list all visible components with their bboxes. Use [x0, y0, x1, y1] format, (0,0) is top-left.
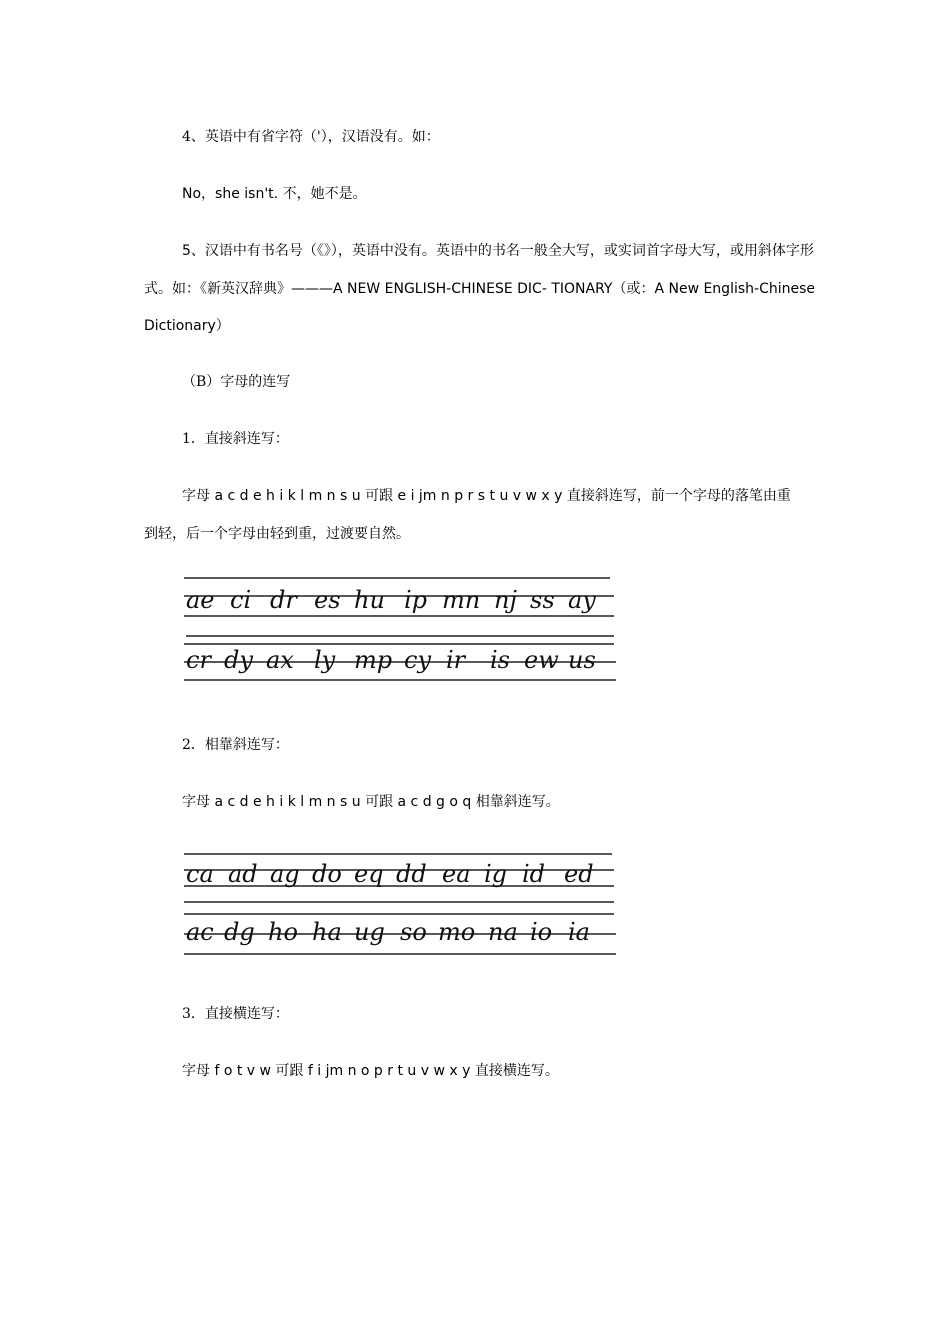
paragraph-title-mark-rule-line2: 式。如：《新英汉辞典》———A NEW ENGLISH-CHINESE DIC- TIONARY（或：A New English-Chinese: [144, 281, 816, 297]
hw-pair: io: [530, 918, 553, 946]
hw-pair: ax: [266, 646, 294, 674]
hw-pair: id: [522, 860, 546, 888]
hw-pair: ss: [530, 586, 555, 614]
hw-pair: ed: [564, 860, 594, 888]
hw-pair: dr: [270, 586, 297, 614]
hw-pair: ho: [268, 918, 298, 946]
handwriting-sample-adjacent-slant: [184, 848, 616, 960]
paragraph-adjacent-slant-join: 字母 a c d e h i k l m n s u 可跟 a c d g o q 相靠斜连写。: [182, 794, 560, 810]
hw-pair: dy: [224, 646, 253, 674]
hw-pair: us: [568, 646, 596, 674]
hw-pair: cr: [186, 646, 211, 674]
hw-pair: dd: [396, 860, 427, 888]
hw-pair: na: [488, 918, 518, 946]
hw-pair: mn: [442, 586, 481, 614]
handwriting-sample-direct-slant: [184, 570, 616, 686]
paragraph-apostrophe-example: No，she isn't. 不，她不是。: [182, 186, 367, 202]
hw-pair: ir: [446, 646, 466, 674]
paragraph-apostrophe-rule: 4、英语中有省字符（'），汉语没有。如：: [182, 129, 440, 145]
paragraph-direct-slant-join-line2: 到轻，后一个字母由轻到重，过渡要自然。: [144, 526, 410, 542]
hw-pair: ad: [228, 860, 258, 888]
hw-pair: eq: [354, 860, 384, 888]
hw-pair: cy: [404, 646, 431, 674]
hw-pair: ac: [186, 918, 214, 946]
hw-pair: ag: [270, 860, 300, 888]
hw-pair: ae: [186, 586, 215, 614]
hw-pair: ea: [442, 860, 471, 888]
hw-pair: mp: [354, 646, 393, 674]
hw-pair: mo: [438, 918, 476, 946]
hw-pair: ip: [404, 586, 428, 614]
hw-pair: is: [490, 646, 510, 674]
hw-pair: ig: [484, 860, 508, 888]
hw-pair: nj: [494, 586, 517, 614]
hw-pair: dg: [224, 918, 255, 946]
hw-pair: es: [314, 586, 341, 614]
hw-pair: ia: [568, 918, 590, 946]
hw-pair: ew: [524, 646, 559, 674]
paragraph-direct-slant-join-line1: 字母 a c d e h i k l m n s u 可跟 e i jm n p r s t u v w x y 直接斜连写，前一个字母的落笔由重: [182, 488, 791, 504]
hw-pair: so: [400, 918, 427, 946]
hw-pair: ci: [230, 586, 252, 614]
paragraph-title-mark-rule-line1: 5、汉语中有书名号（《》），英语中没有。英语中的书名一般全大写，或实词首字母大写，或用斜体字形: [182, 243, 814, 259]
paragraph-direct-horizontal-join: 字母 f o t v w 可跟 f i jm n o p r t u v w x y 直接横连写。: [182, 1063, 559, 1079]
hw-pair: ha: [312, 918, 342, 946]
heading-direct-horizontal-join: 3．直接横连写：: [182, 1006, 289, 1022]
hw-pair: hu: [354, 586, 385, 614]
hw-pair: do: [312, 860, 342, 888]
hw-pair: ca: [186, 860, 214, 888]
section-heading-letter-joining: （B）字母的连写: [182, 374, 291, 390]
hw-pair: ly: [314, 646, 336, 674]
heading-adjacent-slant-join: 2．相靠斜连写：: [182, 737, 289, 753]
hw-pair: ay: [568, 586, 596, 614]
hw-pair: ug: [354, 918, 385, 946]
heading-direct-slant-join: 1．直接斜连写：: [182, 431, 289, 447]
paragraph-title-mark-rule-line3: Dictionary）: [144, 318, 230, 334]
